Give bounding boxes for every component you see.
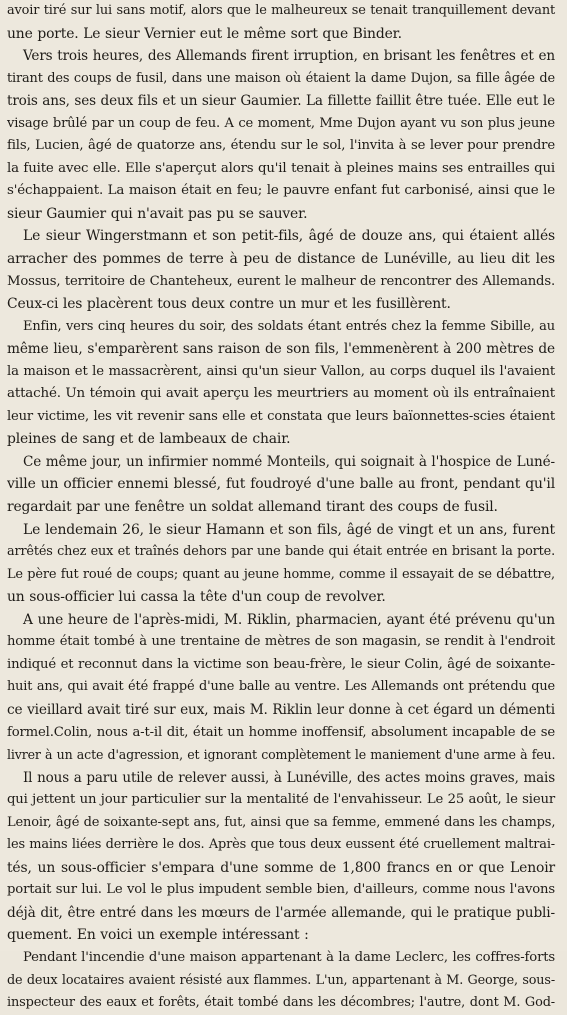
text-line: visage brûlé par un coup de feu. A ce moment, Mme Dujon ayant vu son plus jeune [7,115,555,131]
text-line: attaché. Un témoin qui avait aperçu les meurtriers au moment où ils entraînaient [7,386,555,402]
text-line: inspecteur des eaux et forêts, était tombé dans les décombres; l'autre, dont M. God- [7,995,555,1011]
text-line: leur victime, les vit revenir sans elle et constata que leurs baïonnettes-scies étaient [7,408,555,424]
text-line: portait sur lui. Le vol le plus impudent semble bien, d'ailleurs, comme nous l'avons [7,882,555,898]
text-line: s'échappaient. La maison était en feu; le pauvre enfant fut carbonisé, ainsi que le [7,183,555,199]
text-line: Mossus, territoire de Chanteheux, eurent le malheur de rencontrer des Allemands. [7,273,555,289]
text-line: pleines de sang et de lambeaux de chair. [7,431,291,448]
text-line: Enfin, vers cinq heures du soir, des soldats étant entrés chez la femme Sibille, au [23,318,555,334]
text-line: fils, Lucien, âgé de quatorze ans, étendu sur le sol, l'invita à se lever pour prendre [7,138,555,154]
text-line: Il nous a paru utile de relever aussi, à Lunéville, des actes moins graves, mais [23,769,555,786]
text-line: arrêtés chez eux et traînés dehors par une bande qui était entrée en brisant la porte. [7,544,555,560]
text-line: quement. En voici un exemple intéressant : [7,927,309,944]
text-line: de deux locataires avaient résisté aux flammes. L'un, appartenant à M. George, sous- [7,972,555,988]
text-line: A une heure de l'après-midi, M. Riklin, pharmacien, ayant été prévenu qu'un [23,611,555,628]
text-line: la fuite avec elle. Elle s'aperçut alors qu'il tenait à pleines mains ses entrailles qui [7,160,555,176]
text-line: Pendant l'incendie d'une maison appartenant à la dame Leclerc, les coffres-forts [23,949,555,965]
text-line: les mains liées derrière le dos. Après que tous deux eussent été cruellement maltrai- [7,837,555,853]
text-line: arracher des pommes de terre à peu de distance de Lunéville, au lieu dit les [7,251,555,268]
text-line: tirant des coups de fusil, dans une maison où étaient la dame Dujon, sa fille âgée de [7,70,555,86]
text-line: formel.Colin, nous a-t-il dit, était un homme inoffensif, absolument incapable de se [7,724,555,740]
text-line: sieur Gaumier qui n'avait pas pu se sauver. [7,205,308,222]
text-line: la maison et le massacrèrent, ainsi qu'un sieur Vallon, au corps duquel ils l'avaient [7,363,555,379]
text-line: Ce même jour, un infirmier nommé Monteils, qui soignait à l'hospice de Luné- [23,453,555,470]
text-line: livrer à un acte d'agression, et ignorant complètement le maniement d'une arme à feu. [7,747,556,763]
text-line: huit ans, qui avait été frappé d'une balle au ventre. Les Allemands ont prétendu que [7,679,555,695]
text-line: Vers trois heures, des Allemands firent irruption, en brisant les fenêtres et en [23,48,555,65]
text-line: trois ans, ses deux fils et un sieur Gaumier. La fillette faillit être tuée. Elle eut le [7,93,556,110]
text-line: une porte. Le sieur Vernier eut le même sort que Binder. [7,25,402,42]
text-line: Le lendemain 26, le sieur Hamann et son fils, âgé de vingt et un ans, furent [23,521,555,538]
text-line: qui jettent un jour particulier sur la mentalité de l'envahisseur. Le 25 août, le sieur [7,792,556,808]
text-line: ville un officier ennemi blessé, fut foudroyé d'une balle au front, pendant qu'il [7,476,555,493]
text-line: Lenoir, âgé de soixante-sept ans, fut, ainsi que sa femme, emmené dans les champs, [7,814,556,830]
text-line: Le père fut roué de coups; quant au jeune homme, comme il essayait de se débattre, [7,566,555,582]
body-text [7,0,555,1015]
text-line: homme était tombé à une trentaine de mètres de son magasin, se rendit à l'endroit [7,634,555,650]
text-line: Le sieur Wingerstmann et son petit-fils, âgé de douze ans, qui étaient allés [23,228,555,245]
text-line: avoir tiré sur lui sans motif, alors que le malheureux se tenait tranquillement devant [7,3,555,18]
text-line: même lieu, s'emparèrent sans raison de son fils, l'emmenèrent à 200 mètres de [7,341,555,358]
text-line: Ceux-ci les placèrent tous deux contre un mur et les fusillèrent. [7,296,451,313]
text-line: regardait par une fenêtre un soldat allemand tirant des coups de fusil. [7,499,498,516]
text-line: indiqué et reconnut dans la victime son beau-frère, le sieur Colin, âgé de soixante- [7,656,555,672]
text-line: un sous-officier lui cassa la tête d'un coup de revolver. [7,589,386,606]
text-line: tés, un sous-officier s'empara d'une somme de 1,800 francs en or que Lenoir [7,859,555,876]
text-line: déjà dit, être entré dans les mœurs de l'armée allemande, qui le pratique publi- [7,904,555,921]
text-line: ce vieillard avait tiré sur eux, mais M. Riklin leur donne à cet égard un démenti [7,701,555,718]
